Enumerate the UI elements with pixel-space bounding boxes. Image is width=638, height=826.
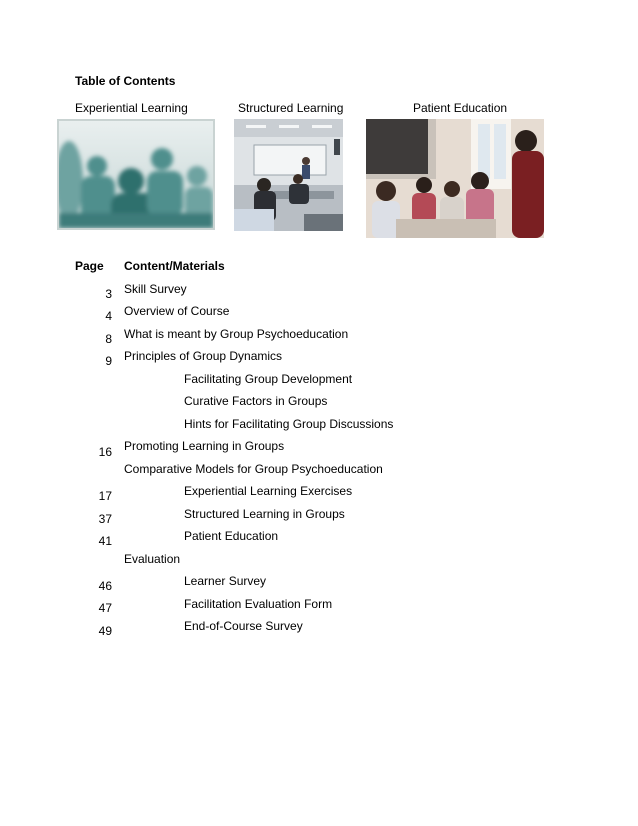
patient-education-photo bbox=[366, 119, 544, 238]
content-column-header: Content/Materials bbox=[124, 259, 225, 273]
entry-page: 49 bbox=[98, 624, 112, 638]
entry-text: Promoting Learning in Groups bbox=[124, 439, 285, 453]
entry-page: 9 bbox=[105, 354, 112, 368]
entry-page: 4 bbox=[105, 309, 112, 323]
caption-patient: Patient Education bbox=[413, 101, 508, 115]
experiential-learning-photo bbox=[57, 119, 215, 230]
entry-text: Curative Factors in Groups bbox=[184, 394, 328, 408]
entry-text: Facilitation Evaluation Form bbox=[184, 597, 333, 611]
entry-text: Comparative Models for Group Psychoeducation bbox=[124, 462, 383, 476]
entry-text: End-of-Course Survey bbox=[184, 619, 303, 633]
entry-text: What is meant by Group Psychoeducation bbox=[124, 327, 349, 341]
entry-text: Facilitating Group Development bbox=[184, 372, 353, 386]
entry-text: Experiential Learning Exercises bbox=[184, 484, 353, 498]
entry-text: Skill Survey bbox=[124, 282, 187, 296]
caption-structured: Structured Learning bbox=[238, 101, 344, 115]
entry-text: Learner Survey bbox=[184, 574, 267, 588]
entry-text: Patient Education bbox=[184, 529, 279, 543]
entry-text: Structured Learning in Groups bbox=[184, 507, 345, 521]
entry-page: 41 bbox=[98, 534, 112, 548]
entry-page: 17 bbox=[98, 489, 112, 503]
structured-learning-photo bbox=[234, 119, 343, 231]
entry-text: Hints for Facilitating Group Discussions bbox=[184, 417, 394, 431]
entry-page: 3 bbox=[105, 287, 112, 301]
entry-text: Evaluation bbox=[124, 552, 181, 566]
entry-text: Principles of Group Dynamics bbox=[124, 349, 283, 363]
page-column-header: Page bbox=[75, 259, 104, 273]
entry-page: 8 bbox=[105, 332, 112, 346]
caption-experiential: Experiential Learning bbox=[75, 101, 188, 115]
entry-page: 16 bbox=[98, 445, 112, 459]
entry-page: 46 bbox=[98, 579, 112, 593]
page-title: Table of Contents bbox=[75, 74, 176, 88]
entry-page: 37 bbox=[98, 512, 112, 526]
entry-page: 47 bbox=[98, 601, 112, 615]
entry-text: Overview of Course bbox=[124, 304, 230, 318]
